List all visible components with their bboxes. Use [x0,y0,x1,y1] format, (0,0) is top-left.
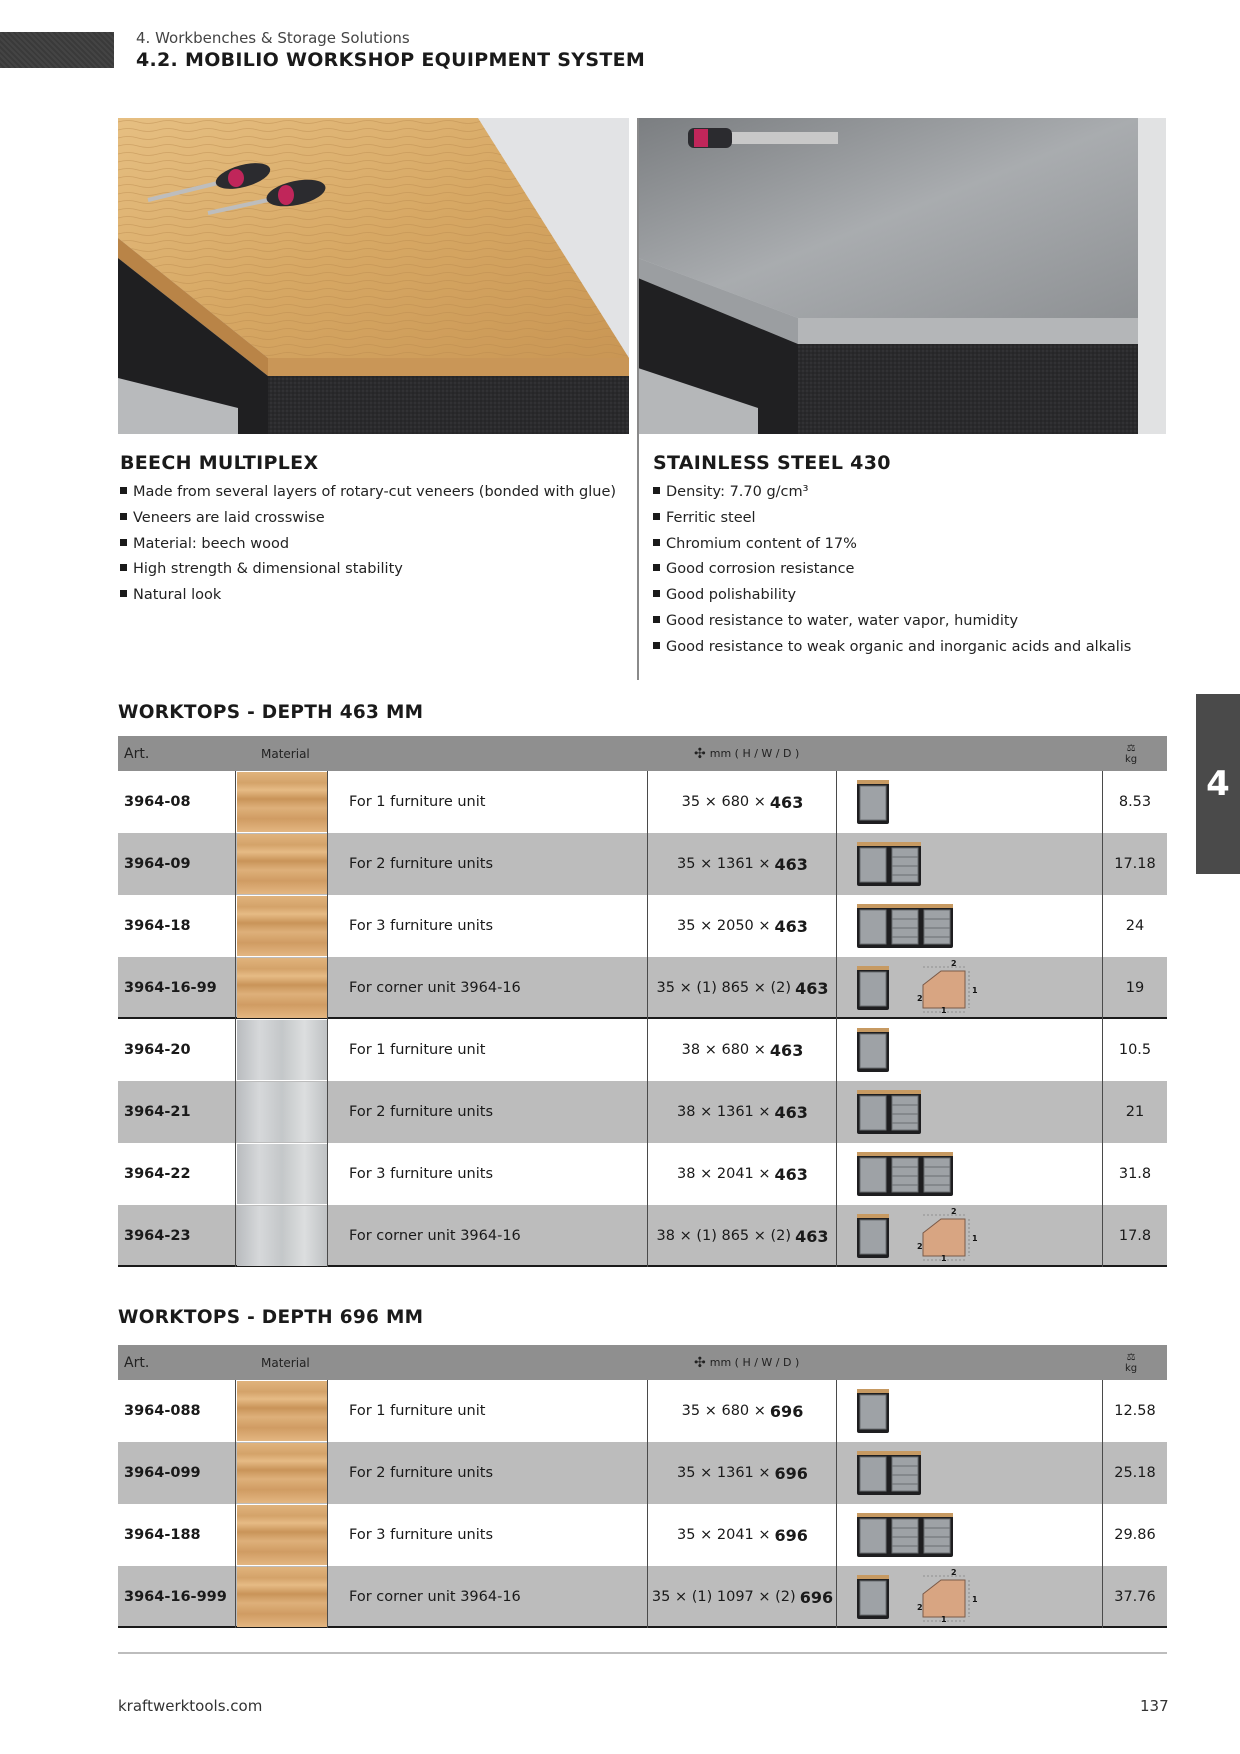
column-line [235,1504,236,1566]
column-line [235,771,236,833]
column-line [1102,1019,1103,1081]
dimensions [648,771,837,833]
bullet-icon [120,487,127,494]
dimensions-hw: 35 × 680 × [681,794,766,810]
cabinet-2-units-icon [855,1448,923,1498]
column-line [235,1081,236,1143]
column-divider [637,118,639,680]
bullet-icon [653,539,660,546]
column-line [1102,1205,1103,1267]
header-weight [1125,736,1137,771]
section-title-depth: 696 MM [339,1307,424,1328]
beech-material-swatch [237,1381,327,1441]
dimensions-depth: 463 [795,978,829,998]
dimensions [648,1019,837,1081]
feature-text: Chromium content of 17% [666,535,857,552]
weight-kg: 37.76 [1114,1589,1156,1605]
column-line [327,1143,328,1205]
column-line [836,1143,837,1205]
stainless-steel-features [653,452,1131,661]
bullet-icon [120,590,127,597]
column-line [647,1380,648,1442]
weight-kg: 25.18 [1114,1465,1156,1481]
dimensions [648,957,837,1019]
table-row [118,1504,1167,1566]
dimensions-hw: 35 × 2041 × [677,1527,771,1543]
feature-text: Material: beech wood [133,535,290,552]
weight-kg: 17.8 [1118,1228,1152,1244]
header-weight-label: kg [1125,1362,1138,1374]
feature-item [120,506,616,532]
column-line [836,771,837,833]
bullet-icon [653,590,660,597]
beech-multiplex-features [120,452,616,609]
column-line [836,1081,837,1143]
section-title-prefix: WORKTOPS - DEPTH [118,702,340,723]
footer-website: kraftwerktools.com [118,1697,263,1715]
section-title-prefix: WORKTOPS - DEPTH [118,1307,340,1328]
table-row [118,895,1167,957]
dimensions [648,833,837,895]
column-line [235,895,236,957]
dimensions-hw: 35 × 680 × [681,1403,766,1419]
table-header [118,736,1167,771]
configuration-icon [855,901,955,951]
dimensions [648,1143,837,1205]
column-line [647,1019,648,1081]
product-description: For corner unit 3964-16 [349,1228,521,1244]
column-line [1102,957,1103,1019]
header-art: Art. [124,1354,150,1371]
footer-divider [118,1652,1167,1654]
article-number: 3964-09 [124,856,191,872]
column-line [647,1143,648,1205]
feature-item [120,532,616,558]
dimensions-hw: 35 × 2050 × [677,918,771,934]
column-line [836,833,837,895]
column-line [836,1205,837,1267]
cabinet-3-units-icon [855,901,955,951]
header-art: Art. [124,745,150,762]
article-number: 3964-20 [124,1042,191,1058]
chapter-tab: 4 [1196,694,1240,874]
corner-cabinet-icon [855,1207,978,1263]
weight-kg: 24 [1125,918,1145,934]
article-number: 3964-23 [124,1228,191,1244]
column-line [836,895,837,957]
dimensions-depth: 696 [774,1463,808,1483]
column-line [327,1442,328,1504]
article-number: 3964-22 [124,1166,191,1182]
steel-material-swatch [237,1020,327,1080]
bullet-icon [653,616,660,623]
table-row [118,1566,1167,1628]
weight-kg: 8.53 [1118,794,1152,810]
column-line [235,1442,236,1504]
beech-material-swatch [237,958,327,1018]
header-dimensions [694,736,799,771]
worktops-463-table [118,736,1167,1267]
weight-kg: 29.86 [1114,1527,1156,1543]
dimensions-depth: 463 [795,1226,829,1246]
column-line [1102,1380,1103,1442]
corner-dimension-label: 1 [941,1615,947,1624]
column-line [327,771,328,833]
page-number: 137 [1140,1697,1169,1715]
beech-material-swatch [237,772,327,832]
dimensions-depth: 463 [769,1040,804,1060]
dimensions [648,895,837,957]
feature-item [653,635,1131,661]
dimensions-hw: 38 × (1) 865 × (2) [656,1228,792,1244]
move-arrows-icon: ✣ [694,745,706,762]
steel-material-swatch [237,1206,327,1266]
bullet-icon [120,564,127,571]
scale-icon: ⚖ [1126,742,1136,754]
configuration-icon [855,1448,923,1498]
product-description: For 2 furniture units [349,856,494,872]
weight-kg: 12.58 [1114,1403,1156,1419]
dimensions-depth: 463 [774,916,808,936]
column-line [836,1019,837,1081]
column-line [647,957,648,1019]
corner-dimension-label: 1 [941,1006,947,1015]
stainless-steel-worktop-photo [638,118,1166,434]
dimensions [648,1205,837,1267]
weight-kg: 21 [1125,1104,1145,1120]
header-dimensions [694,1345,799,1380]
dimensions-hw: 38 × 2041 × [677,1166,771,1182]
column-line [1102,833,1103,895]
table-row [118,833,1167,895]
header-weight [1125,1345,1137,1380]
feature-text: Made from several layers of rotary-cut veneers (bonded with glue) [133,484,617,500]
dimensions-hw: 35 × 1361 × [677,1465,771,1481]
article-number: 3964-188 [124,1527,201,1543]
table-row [118,1019,1167,1081]
feature-item [653,557,1131,583]
corner-dimension-label: 2 [917,994,923,1003]
corner-cabinet-icon [855,959,978,1015]
scale-icon: ⚖ [1126,1351,1136,1363]
feature-text: Veneers are laid crosswise [133,509,325,526]
feature-text: Density: 7.70 g/cm³ [666,484,809,500]
bullet-icon [653,487,660,494]
dimensions-depth: 463 [774,1164,808,1184]
configuration-icon [855,1087,923,1137]
configuration-icon [855,1386,891,1436]
beech-material-swatch [237,1505,327,1565]
column-line [327,1504,328,1566]
column-line [836,1442,837,1504]
dimensions [648,1442,837,1504]
bullet-icon [120,513,127,520]
corner-dimension-label: 1 [972,1595,978,1604]
dimensions-hw: 38 × 680 × [681,1042,766,1058]
cabinet-1-units-icon [855,777,891,827]
header-bar [0,32,114,68]
column-line [327,1205,328,1267]
column-line [1102,1504,1103,1566]
feature-item [120,557,616,583]
article-number: 3964-16-999 [124,1589,227,1605]
column-line [647,1566,648,1628]
corner-dimension-label: 2 [917,1242,923,1251]
dimensions-depth: 696 [769,1401,804,1421]
dimensions [648,1380,837,1442]
bullet-icon [653,513,660,520]
bullet-icon [653,642,660,649]
header-material: Material [261,1355,310,1370]
column-line [1102,1081,1103,1143]
column-line [1102,1566,1103,1628]
column-line [235,957,236,1019]
dimensions-hw: 35 × (1) 1097 × (2) [651,1589,796,1605]
dimensions-hw: 35 × (1) 865 × (2) [656,980,792,996]
column-line [1102,1442,1103,1504]
corner-dimension-label: 2 [917,1603,923,1612]
feature-item [653,609,1131,635]
column-line [235,1019,236,1081]
feature-text: Ferritic steel [666,509,756,526]
beech-material-swatch [237,1567,327,1627]
table-row [118,771,1167,833]
beech-material-swatch [237,896,327,956]
feature-item [653,532,1131,558]
header-material: Material [261,746,310,761]
configuration-icon [855,1510,955,1560]
column-line [647,1081,648,1143]
weight-kg: 17.18 [1114,856,1156,872]
corner-cabinet-icon [855,1568,978,1624]
table-row [118,1081,1167,1143]
feature-item [653,506,1131,532]
cabinet-3-units-icon [855,1510,955,1560]
column-line [1102,895,1103,957]
feature-text: Good resistance to weak organic and inorganic acids and alkalis [666,638,1132,655]
column-line [647,771,648,833]
section-title-463 [118,702,423,723]
worktops-696-table [118,1345,1167,1628]
product-description: For 3 furniture units [349,1166,494,1182]
article-number: 3964-16-99 [124,980,217,996]
feature-text: Good resistance to water, water vapor, humidity [666,612,1019,629]
beech-material-swatch [237,834,327,894]
column-line [836,957,837,1019]
column-line [235,1566,236,1628]
configuration-icon [855,1568,978,1624]
cabinet-1-units-icon [855,1025,891,1075]
breadcrumb: 4. Workbenches & Storage Solutions [136,29,410,47]
column-line [836,1566,837,1628]
article-number: 3964-08 [124,794,191,810]
column-line [647,833,648,895]
column-line [327,957,328,1019]
feature-item [120,480,616,506]
column-line [235,1205,236,1267]
configuration-icon [855,1207,978,1263]
section-title-depth: 463 MM [339,702,424,723]
beech-multiplex-title: BEECH MULTIPLEX [120,452,319,474]
corner-dimension-label: 2 [951,1568,957,1577]
steel-feature-list [653,480,1131,661]
feature-item [653,480,1131,506]
column-line [647,1205,648,1267]
header-weight-label: kg [1125,753,1138,765]
dimensions [648,1081,837,1143]
feature-item [120,583,616,609]
dimensions-hw: 38 × 1361 × [677,1104,771,1120]
column-line [327,1566,328,1628]
section-title-696 [118,1307,423,1328]
feature-text: Good polishability [666,587,797,604]
header-dimensions-label: mm ( H / W / D ) [709,747,800,760]
cabinet-3-units-icon [855,1149,955,1199]
dimensions-depth: 696 [799,1587,834,1607]
column-line [647,1442,648,1504]
column-line [1102,1143,1103,1205]
product-description: For 3 furniture units [349,1527,494,1543]
configuration-icon [855,1025,891,1075]
column-line [235,1380,236,1442]
feature-text: Good corrosion resistance [666,561,855,578]
cabinet-1-units-icon [855,1386,891,1436]
column-line [327,895,328,957]
corner-dimension-label: 2 [951,959,957,968]
configuration-icon [855,1149,955,1199]
column-line [1102,771,1103,833]
column-line [235,1143,236,1205]
corner-dimension-label: 1 [972,1234,978,1243]
page-title: 4.2. MOBILIO WORKSHOP EQUIPMENT SYSTEM [136,49,646,71]
cabinet-2-units-icon [855,839,923,889]
configuration-icon [855,777,891,827]
column-line [327,1019,328,1081]
dimensions-depth: 463 [769,792,804,812]
table-row [118,1205,1167,1267]
dimensions [648,1566,837,1628]
bullet-icon [120,539,127,546]
steel-material-swatch [237,1082,327,1142]
product-description: For corner unit 3964-16 [349,980,521,996]
table-row [118,1380,1167,1442]
product-description: For 3 furniture units [349,918,494,934]
column-line [836,1504,837,1566]
column-line [327,1081,328,1143]
feature-text: High strength & dimensional stability [133,561,403,578]
bullet-icon [653,564,660,571]
column-line [327,833,328,895]
feature-text: Natural look [133,587,222,604]
feature-item [653,583,1131,609]
article-number: 3964-21 [124,1104,191,1120]
column-line [836,1380,837,1442]
article-number: 3964-099 [124,1465,201,1481]
table-row [118,1143,1167,1205]
table-header [118,1345,1167,1380]
table-row [118,957,1167,1019]
beech-material-swatch [237,1443,327,1503]
weight-kg: 31.8 [1118,1166,1152,1182]
configuration-icon [855,839,923,889]
weight-kg: 10.5 [1118,1042,1152,1058]
article-number: 3964-088 [124,1403,201,1419]
table-row [118,1442,1167,1504]
configuration-icon [855,959,978,1015]
column-line [327,1380,328,1442]
stainless-steel-title: STAINLESS STEEL 430 [653,452,891,474]
column-line [235,833,236,895]
dimensions [648,1504,837,1566]
product-description: For 1 furniture unit [349,1403,486,1419]
dimensions-depth: 463 [774,1102,808,1122]
article-number: 3964-18 [124,918,191,934]
steel-material-swatch [237,1144,327,1204]
beech-feature-list [120,480,616,609]
product-description: For 1 furniture unit [349,1042,486,1058]
corner-dimension-label: 1 [972,986,978,995]
move-arrows-icon: ✣ [694,1354,706,1371]
product-description: For 2 furniture units [349,1104,494,1120]
dimensions-depth: 696 [774,1525,808,1545]
dimensions-hw: 35 × 1361 × [677,856,771,872]
product-description: For corner unit 3964-16 [349,1589,521,1605]
product-description: For 2 furniture units [349,1465,494,1481]
dimensions-depth: 463 [774,854,808,874]
weight-kg: 19 [1125,980,1145,996]
corner-dimension-label: 1 [941,1254,947,1263]
header-dimensions-label: mm ( H / W / D ) [709,1356,800,1369]
column-line [647,1504,648,1566]
corner-dimension-label: 2 [951,1207,957,1216]
beech-worktop-photo [118,118,629,434]
product-description: For 1 furniture unit [349,794,486,810]
cabinet-2-units-icon [855,1087,923,1137]
column-line [647,895,648,957]
